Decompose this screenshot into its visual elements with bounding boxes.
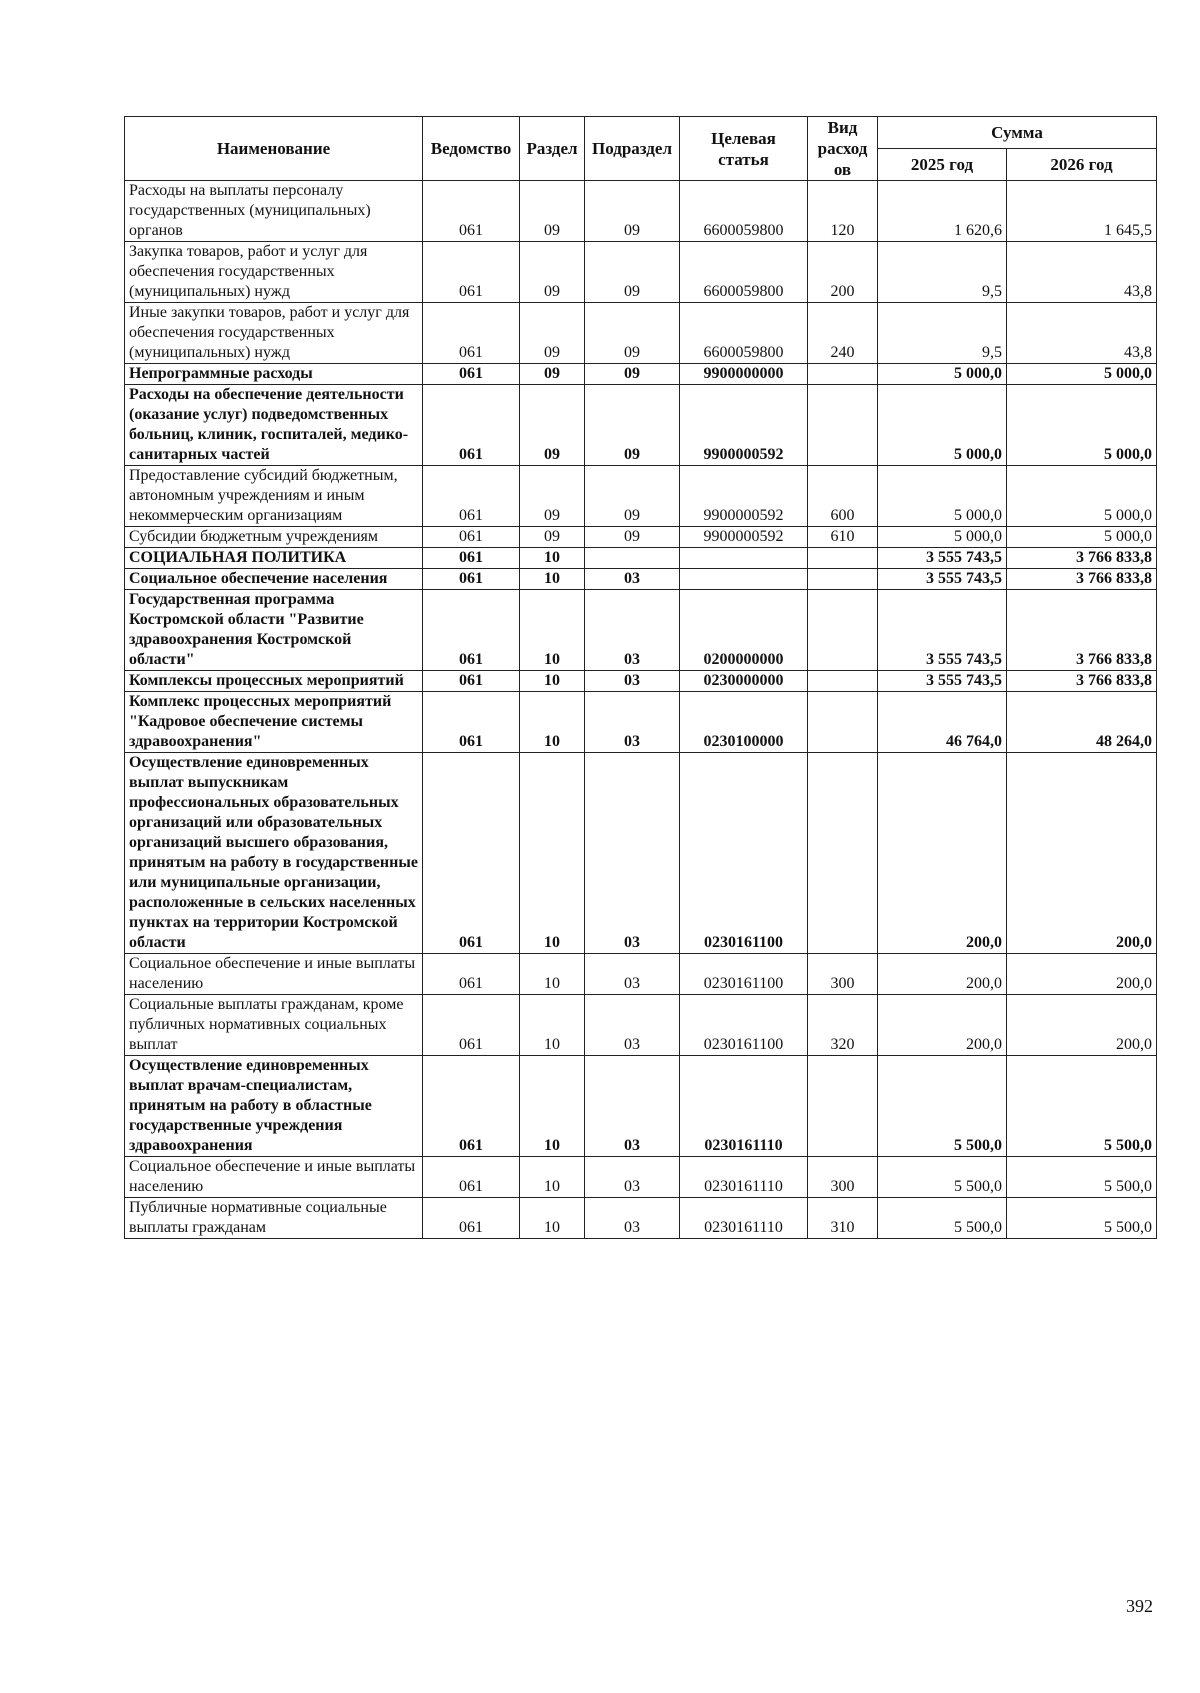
cell-celevaya-statya — [680, 548, 808, 569]
cell-podrazdel: 03 — [585, 1056, 680, 1157]
table-body — [125, 181, 1157, 1239]
cell-celevaya-statya: 0230100000 — [680, 692, 808, 753]
cell-name: Публичные нормативные социальные выплаты гражданам — [125, 1198, 423, 1239]
cell-name: Социальное обеспечение и иные выплаты населению — [125, 954, 423, 995]
cell-sum-2026: 43,8 — [1007, 303, 1157, 364]
cell-razdel: 10 — [520, 995, 585, 1056]
cell-celevaya-statya: 0230161110 — [680, 1198, 808, 1239]
cell-sum-2025: 3 555 743,5 — [878, 569, 1007, 590]
cell-razdel: 10 — [520, 1198, 585, 1239]
cell-celevaya-statya: 6600059800 — [680, 303, 808, 364]
cell-celevaya-statya: 0230000000 — [680, 671, 808, 692]
table-row — [125, 303, 1157, 364]
table-row — [125, 1157, 1157, 1198]
cell-celevaya-statya: 9900000000 — [680, 364, 808, 385]
cell-celevaya-statya: 6600059800 — [680, 181, 808, 242]
cell-podrazdel — [585, 548, 680, 569]
cell-podrazdel: 09 — [585, 303, 680, 364]
cell-podrazdel: 03 — [585, 590, 680, 671]
cell-name: Расходы на выплаты персоналу государственных (муниципальных) органов — [125, 181, 423, 242]
cell-name: Предоставление субсидий бюджетным, автономным учреждениям и иным некоммерческим организациям — [125, 466, 423, 527]
cell-sum-2026: 5 500,0 — [1007, 1157, 1157, 1198]
cell-podrazdel: 03 — [585, 569, 680, 590]
cell-vid-rashodov — [808, 548, 878, 569]
cell-name: Субсидии бюджетным учреждениям — [125, 527, 423, 548]
cell-sum-2026: 5 500,0 — [1007, 1198, 1157, 1239]
cell-sum-2026: 48 264,0 — [1007, 692, 1157, 753]
table-row — [125, 527, 1157, 548]
table-row — [125, 181, 1157, 242]
cell-celevaya-statya — [680, 569, 808, 590]
cell-vid-rashodov: 240 — [808, 303, 878, 364]
cell-sum-2026: 3 766 833,8 — [1007, 671, 1157, 692]
cell-sum-2025: 5 000,0 — [878, 364, 1007, 385]
header-2025: 2025 год — [878, 149, 1007, 181]
cell-razdel: 10 — [520, 548, 585, 569]
table-row — [125, 466, 1157, 527]
cell-vedomstvo: 061 — [423, 527, 520, 548]
cell-vedomstvo: 061 — [423, 954, 520, 995]
cell-name: Осуществление единовременных выплат врачам-специалистам, принятым на работу в областные государственные учреждения здравоохранения — [125, 1056, 423, 1157]
cell-sum-2026: 3 766 833,8 — [1007, 590, 1157, 671]
cell-vedomstvo: 061 — [423, 466, 520, 527]
cell-podrazdel: 03 — [585, 954, 680, 995]
cell-podrazdel: 09 — [585, 466, 680, 527]
cell-razdel: 10 — [520, 671, 585, 692]
cell-razdel: 10 — [520, 590, 585, 671]
cell-sum-2026: 200,0 — [1007, 753, 1157, 954]
cell-razdel: 09 — [520, 527, 585, 548]
cell-vedomstvo: 061 — [423, 569, 520, 590]
table-row — [125, 590, 1157, 671]
cell-razdel: 09 — [520, 242, 585, 303]
cell-sum-2025: 5 500,0 — [878, 1157, 1007, 1198]
cell-sum-2025: 9,5 — [878, 303, 1007, 364]
cell-podrazdel: 03 — [585, 1198, 680, 1239]
cell-vedomstvo: 061 — [423, 303, 520, 364]
cell-sum-2025: 5 500,0 — [878, 1198, 1007, 1239]
cell-vedomstvo: 061 — [423, 242, 520, 303]
cell-name: Социальное обеспечение населения — [125, 569, 423, 590]
cell-sum-2026: 5 000,0 — [1007, 364, 1157, 385]
cell-vedomstvo: 061 — [423, 1198, 520, 1239]
cell-razdel: 09 — [520, 181, 585, 242]
table-row — [125, 1198, 1157, 1239]
cell-vedomstvo: 061 — [423, 181, 520, 242]
table-row — [125, 692, 1157, 753]
cell-name: Социальное обеспечение и иные выплаты населению — [125, 1157, 423, 1198]
cell-sum-2025: 5 000,0 — [878, 385, 1007, 466]
cell-sum-2026: 200,0 — [1007, 995, 1157, 1056]
cell-podrazdel: 03 — [585, 753, 680, 954]
cell-razdel: 09 — [520, 385, 585, 466]
cell-sum-2025: 3 555 743,5 — [878, 671, 1007, 692]
cell-razdel: 09 — [520, 303, 585, 364]
header-vedomstvo: Ведомство — [423, 117, 520, 181]
cell-name: Непрограммные расходы — [125, 364, 423, 385]
header-podrazdel: Подраздел — [585, 117, 680, 181]
cell-sum-2025: 3 555 743,5 — [878, 548, 1007, 569]
cell-celevaya-statya: 0230161100 — [680, 995, 808, 1056]
cell-sum-2026: 5 000,0 — [1007, 385, 1157, 466]
cell-vid-rashodov — [808, 692, 878, 753]
cell-name: СОЦИАЛЬНАЯ ПОЛИТИКА — [125, 548, 423, 569]
cell-podrazdel: 03 — [585, 692, 680, 753]
cell-podrazdel: 09 — [585, 385, 680, 466]
cell-vid-rashodov — [808, 364, 878, 385]
cell-celevaya-statya: 0230161110 — [680, 1056, 808, 1157]
cell-vid-rashodov — [808, 1056, 878, 1157]
cell-podrazdel: 03 — [585, 995, 680, 1056]
cell-vedomstvo: 061 — [423, 385, 520, 466]
cell-name: Иные закупки товаров, работ и услуг для обеспечения государственных (муниципальных) нужд — [125, 303, 423, 364]
cell-sum-2026: 5 500,0 — [1007, 1056, 1157, 1157]
cell-podrazdel: 03 — [585, 671, 680, 692]
cell-celevaya-statya: 9900000592 — [680, 527, 808, 548]
cell-vedomstvo: 061 — [423, 692, 520, 753]
cell-sum-2025: 5 000,0 — [878, 527, 1007, 548]
cell-razdel: 10 — [520, 954, 585, 995]
cell-vedomstvo: 061 — [423, 995, 520, 1056]
cell-razdel: 10 — [520, 1157, 585, 1198]
table-row — [125, 954, 1157, 995]
cell-podrazdel: 09 — [585, 242, 680, 303]
cell-sum-2025: 5 500,0 — [878, 1056, 1007, 1157]
header-2026: 2026 год — [1007, 149, 1157, 181]
cell-sum-2025: 200,0 — [878, 954, 1007, 995]
cell-sum-2026: 43,8 — [1007, 242, 1157, 303]
table-row — [125, 569, 1157, 590]
cell-podrazdel: 09 — [585, 364, 680, 385]
cell-razdel: 09 — [520, 364, 585, 385]
cell-name: Расходы на обеспечение деятельности (оказание услуг) подведомственных больниц, клиник, госпиталей, медико-санитарных частей — [125, 385, 423, 466]
cell-vid-rashodov: 300 — [808, 954, 878, 995]
cell-podrazdel: 03 — [585, 1157, 680, 1198]
cell-razdel: 10 — [520, 569, 585, 590]
table-row — [125, 1056, 1157, 1157]
table-row — [125, 753, 1157, 954]
cell-vid-rashodov: 300 — [808, 1157, 878, 1198]
cell-name: Государственная программа Костромской области "Развитие здравоохранения Костромской области" — [125, 590, 423, 671]
cell-name: Социальные выплаты гражданам, кроме публичных нормативных социальных выплат — [125, 995, 423, 1056]
cell-vedomstvo: 061 — [423, 590, 520, 671]
header-razdel: Раздел — [520, 117, 585, 181]
cell-celevaya-statya: 9900000592 — [680, 385, 808, 466]
cell-sum-2025: 200,0 — [878, 995, 1007, 1056]
table-row — [125, 548, 1157, 569]
cell-sum-2026: 3 766 833,8 — [1007, 548, 1157, 569]
cell-vid-rashodov — [808, 385, 878, 466]
header-name: Наименование — [125, 117, 423, 181]
table-row — [125, 671, 1157, 692]
page-number: 392 — [1126, 1596, 1153, 1616]
table-row — [125, 995, 1157, 1056]
cell-celevaya-statya: 0200000000 — [680, 590, 808, 671]
table-row — [125, 364, 1157, 385]
table-row — [125, 385, 1157, 466]
cell-sum-2026: 3 766 833,8 — [1007, 569, 1157, 590]
cell-razdel: 10 — [520, 753, 585, 954]
cell-sum-2026: 1 645,5 — [1007, 181, 1157, 242]
cell-sum-2025: 1 620,6 — [878, 181, 1007, 242]
header-vid-rashodov: Вид расход ов — [808, 117, 878, 181]
cell-vid-rashodov: 600 — [808, 466, 878, 527]
cell-name: Осуществление единовременных выплат выпускникам профессиональных образовательных организаций или образовательных организаций высшего образования, принятым на работу в государственные или муниципальные организации, расположенные в сельских населенных пунктах на территории Костромской области — [125, 753, 423, 954]
cell-sum-2025: 200,0 — [878, 753, 1007, 954]
cell-celevaya-statya: 6600059800 — [680, 242, 808, 303]
cell-celevaya-statya: 0230161100 — [680, 954, 808, 995]
cell-vid-rashodov: 200 — [808, 242, 878, 303]
cell-vid-rashodov — [808, 753, 878, 954]
cell-vedomstvo: 061 — [423, 364, 520, 385]
cell-name: Комплекс процессных мероприятий "Кадровое обеспечение системы здравоохранения" — [125, 692, 423, 753]
cell-sum-2026: 200,0 — [1007, 954, 1157, 995]
cell-vid-rashodov: 610 — [808, 527, 878, 548]
cell-podrazdel: 09 — [585, 527, 680, 548]
cell-vid-rashodov: 120 — [808, 181, 878, 242]
cell-vid-rashodov — [808, 671, 878, 692]
cell-vid-rashodov: 320 — [808, 995, 878, 1056]
cell-vedomstvo: 061 — [423, 1157, 520, 1198]
cell-name: Закупка товаров, работ и услуг для обеспечения государственных (муниципальных) нужд — [125, 242, 423, 303]
cell-vedomstvo: 061 — [423, 671, 520, 692]
cell-name: Комплексы процессных мероприятий — [125, 671, 423, 692]
cell-celevaya-statya: 9900000592 — [680, 466, 808, 527]
cell-sum-2026: 5 000,0 — [1007, 527, 1157, 548]
cell-sum-2026: 5 000,0 — [1007, 466, 1157, 527]
budget-table — [124, 116, 1157, 1239]
cell-vid-rashodov — [808, 569, 878, 590]
cell-sum-2025: 46 764,0 — [878, 692, 1007, 753]
cell-vid-rashodov: 310 — [808, 1198, 878, 1239]
cell-sum-2025: 5 000,0 — [878, 466, 1007, 527]
cell-vedomstvo: 061 — [423, 753, 520, 954]
cell-celevaya-statya: 0230161100 — [680, 753, 808, 954]
cell-razdel: 10 — [520, 692, 585, 753]
table-row — [125, 242, 1157, 303]
cell-razdel: 10 — [520, 1056, 585, 1157]
cell-vedomstvo: 061 — [423, 1056, 520, 1157]
cell-sum-2025: 3 555 743,5 — [878, 590, 1007, 671]
cell-vedomstvo: 061 — [423, 548, 520, 569]
header-summa: Сумма — [878, 117, 1157, 149]
header-celevaya-statya: Целевая статья — [680, 117, 808, 181]
cell-razdel: 09 — [520, 466, 585, 527]
cell-celevaya-statya: 0230161110 — [680, 1157, 808, 1198]
cell-vid-rashodov — [808, 590, 878, 671]
cell-podrazdel: 09 — [585, 181, 680, 242]
cell-sum-2025: 9,5 — [878, 242, 1007, 303]
